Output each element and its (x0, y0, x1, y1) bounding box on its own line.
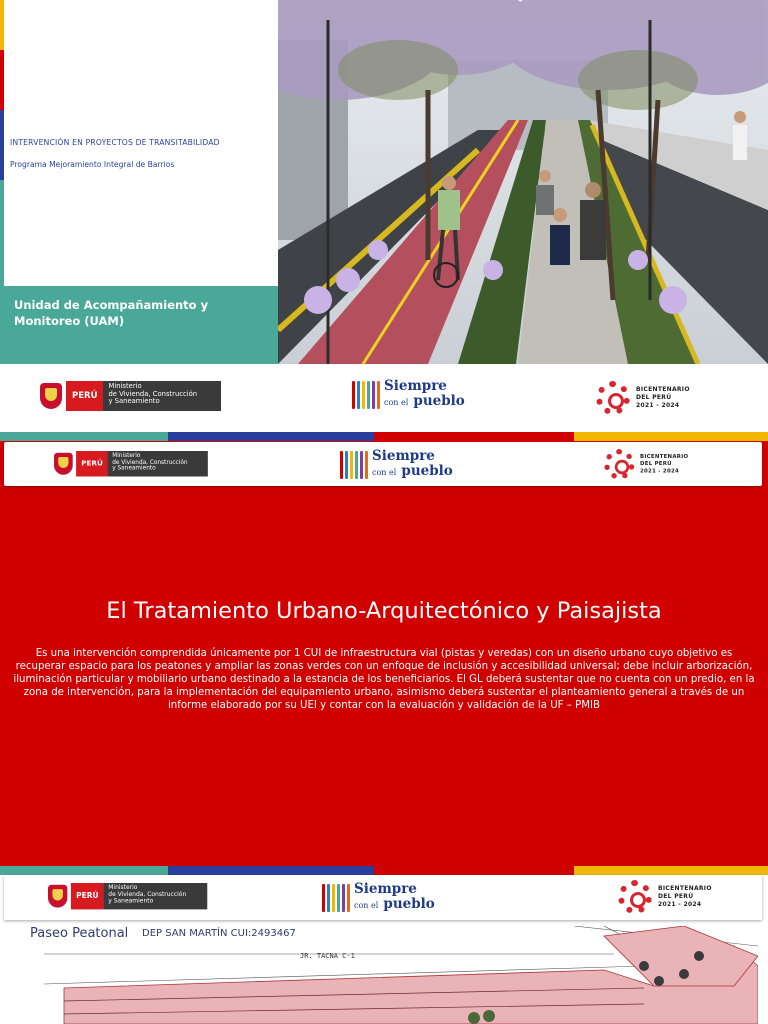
con-el-word: con el (354, 901, 379, 910)
ministry-line2: de Vivienda, Construcción (112, 458, 188, 466)
colored-bars-icon (352, 381, 380, 409)
kicker-title: INTERVENCIÓN EN PROYECTOS DE TRANSITABILIDAD (10, 138, 220, 147)
pueblo-word: pueblo (413, 393, 465, 409)
siempre-word: Siempre (372, 448, 435, 464)
coat-of-arms-icon (40, 383, 62, 409)
ministry-line1: Ministerio (112, 451, 141, 459)
pueblo-word: pueblo (383, 896, 435, 912)
ministry-line3: y Saneamiento (108, 397, 160, 406)
coat-of-arms-icon (54, 453, 73, 475)
promenade-illustration (278, 0, 768, 364)
con-el-word: con el (372, 468, 397, 477)
siempre-con-el-pueblo-logo (340, 450, 453, 479)
coat-of-arms-icon (48, 885, 67, 908)
peru-badge: PERÚ (76, 451, 108, 477)
ministry-name (103, 381, 221, 411)
bicentenario-line2: DEL PERÚ (640, 460, 672, 467)
pueblo-word: pueblo (401, 463, 453, 479)
ministry-logo (48, 883, 208, 909)
slide-body-text: Es una intervención comprendida únicamente por 1 CUI de infraestructura vial (pistas y veredas) con un diseño urbano cuyo objetivo es recuperar espacio para los peatones y ampliar las zonas verdes con un enfoque de inclusión y accesibilidad universal; debe incluir arborización, iluminación particular y mobiliario urbano destinado a la estancia de los beneficiarios. El GL deberá sustentar que no cuenta con un predio, en la zona de intervención, para la implementación del equipamiento urbano, asimismo deberá sustentar el planteamiento general a través de un informe elaborado por su UEI y contar con la evaluación y validación de la UF – PMIB (13, 648, 755, 711)
ministry-logo (40, 381, 221, 411)
ministry-line3: y Saneamiento (112, 464, 156, 472)
unit-name-line2: Monitoreo (UAM) (14, 314, 125, 328)
ministry-logo (54, 451, 208, 477)
siempre-word: Siempre (354, 881, 417, 897)
bicentenario-line3: 2021 - 2024 (658, 901, 702, 908)
logos-bar (0, 364, 768, 432)
unit-name-line1: Unidad de Acompañamiento y (14, 298, 209, 312)
program-subtitle: Programa Mejoramiento Integral de Barrios (10, 160, 175, 169)
site-plan-drawing (44, 926, 758, 1024)
color-stripe (0, 866, 768, 875)
street-label: JR. TACNA C-1 (300, 952, 355, 960)
ministry-name (108, 451, 208, 477)
slide-header-logos (4, 442, 762, 486)
bicentenario-logo (596, 381, 690, 415)
ministry-line3: y Saneamiento (108, 897, 154, 905)
con-el-word: con el (384, 398, 409, 407)
bicentenario-line3: 2021 - 2024 (640, 467, 680, 475)
slide-title: El Tratamiento Urbano-Arquitectónico y Paisajista (106, 598, 662, 624)
colored-bars-icon (322, 884, 350, 912)
peru-badge: PERÚ (71, 883, 104, 909)
project-cui: DEP SAN MARTÍN CUI:2493467 (142, 928, 296, 939)
peru-badge: PERÚ (66, 381, 103, 411)
ministry-name (104, 883, 208, 909)
bicentenario-line1: BICENTENARIO (636, 386, 690, 393)
bicentenario-line3: 2021 - 2024 (636, 402, 680, 409)
bicentenario-line1: BICENTENARIO (640, 453, 689, 460)
siempre-word: Siempre (384, 378, 447, 394)
project-label: Paseo Peatonal (30, 926, 129, 941)
bicentenario-line2: DEL PERÚ (636, 394, 672, 401)
site-plan-illustration (44, 926, 758, 1024)
ministry-line1: Ministerio (108, 883, 138, 891)
colored-bars-icon (340, 451, 368, 479)
ministry-line2: de Vivienda, Construcción (108, 389, 198, 398)
siempre-con-el-pueblo-logo (352, 380, 465, 409)
unit-name (14, 297, 264, 329)
bicentenario-line1: BICENTENARIO (658, 885, 712, 892)
bicentenario-logo (618, 880, 712, 914)
ministry-line1: Ministerio (108, 382, 142, 390)
ministry-line2: de Vivienda, Construcción (108, 890, 187, 898)
bicentenario-logo (604, 449, 688, 480)
color-stripe (0, 432, 768, 441)
bicentenario-ring-icon (596, 381, 630, 415)
bicentenario-ring-icon (618, 880, 652, 914)
bicentenario-ring-icon (604, 449, 635, 480)
color-accent-bar (0, 0, 4, 290)
siempre-con-el-pueblo-logo (322, 883, 435, 912)
promenade-rendering-photo (278, 0, 768, 364)
bicentenario-line2: DEL PERÚ (658, 893, 694, 900)
slide-header-logos (4, 875, 762, 920)
